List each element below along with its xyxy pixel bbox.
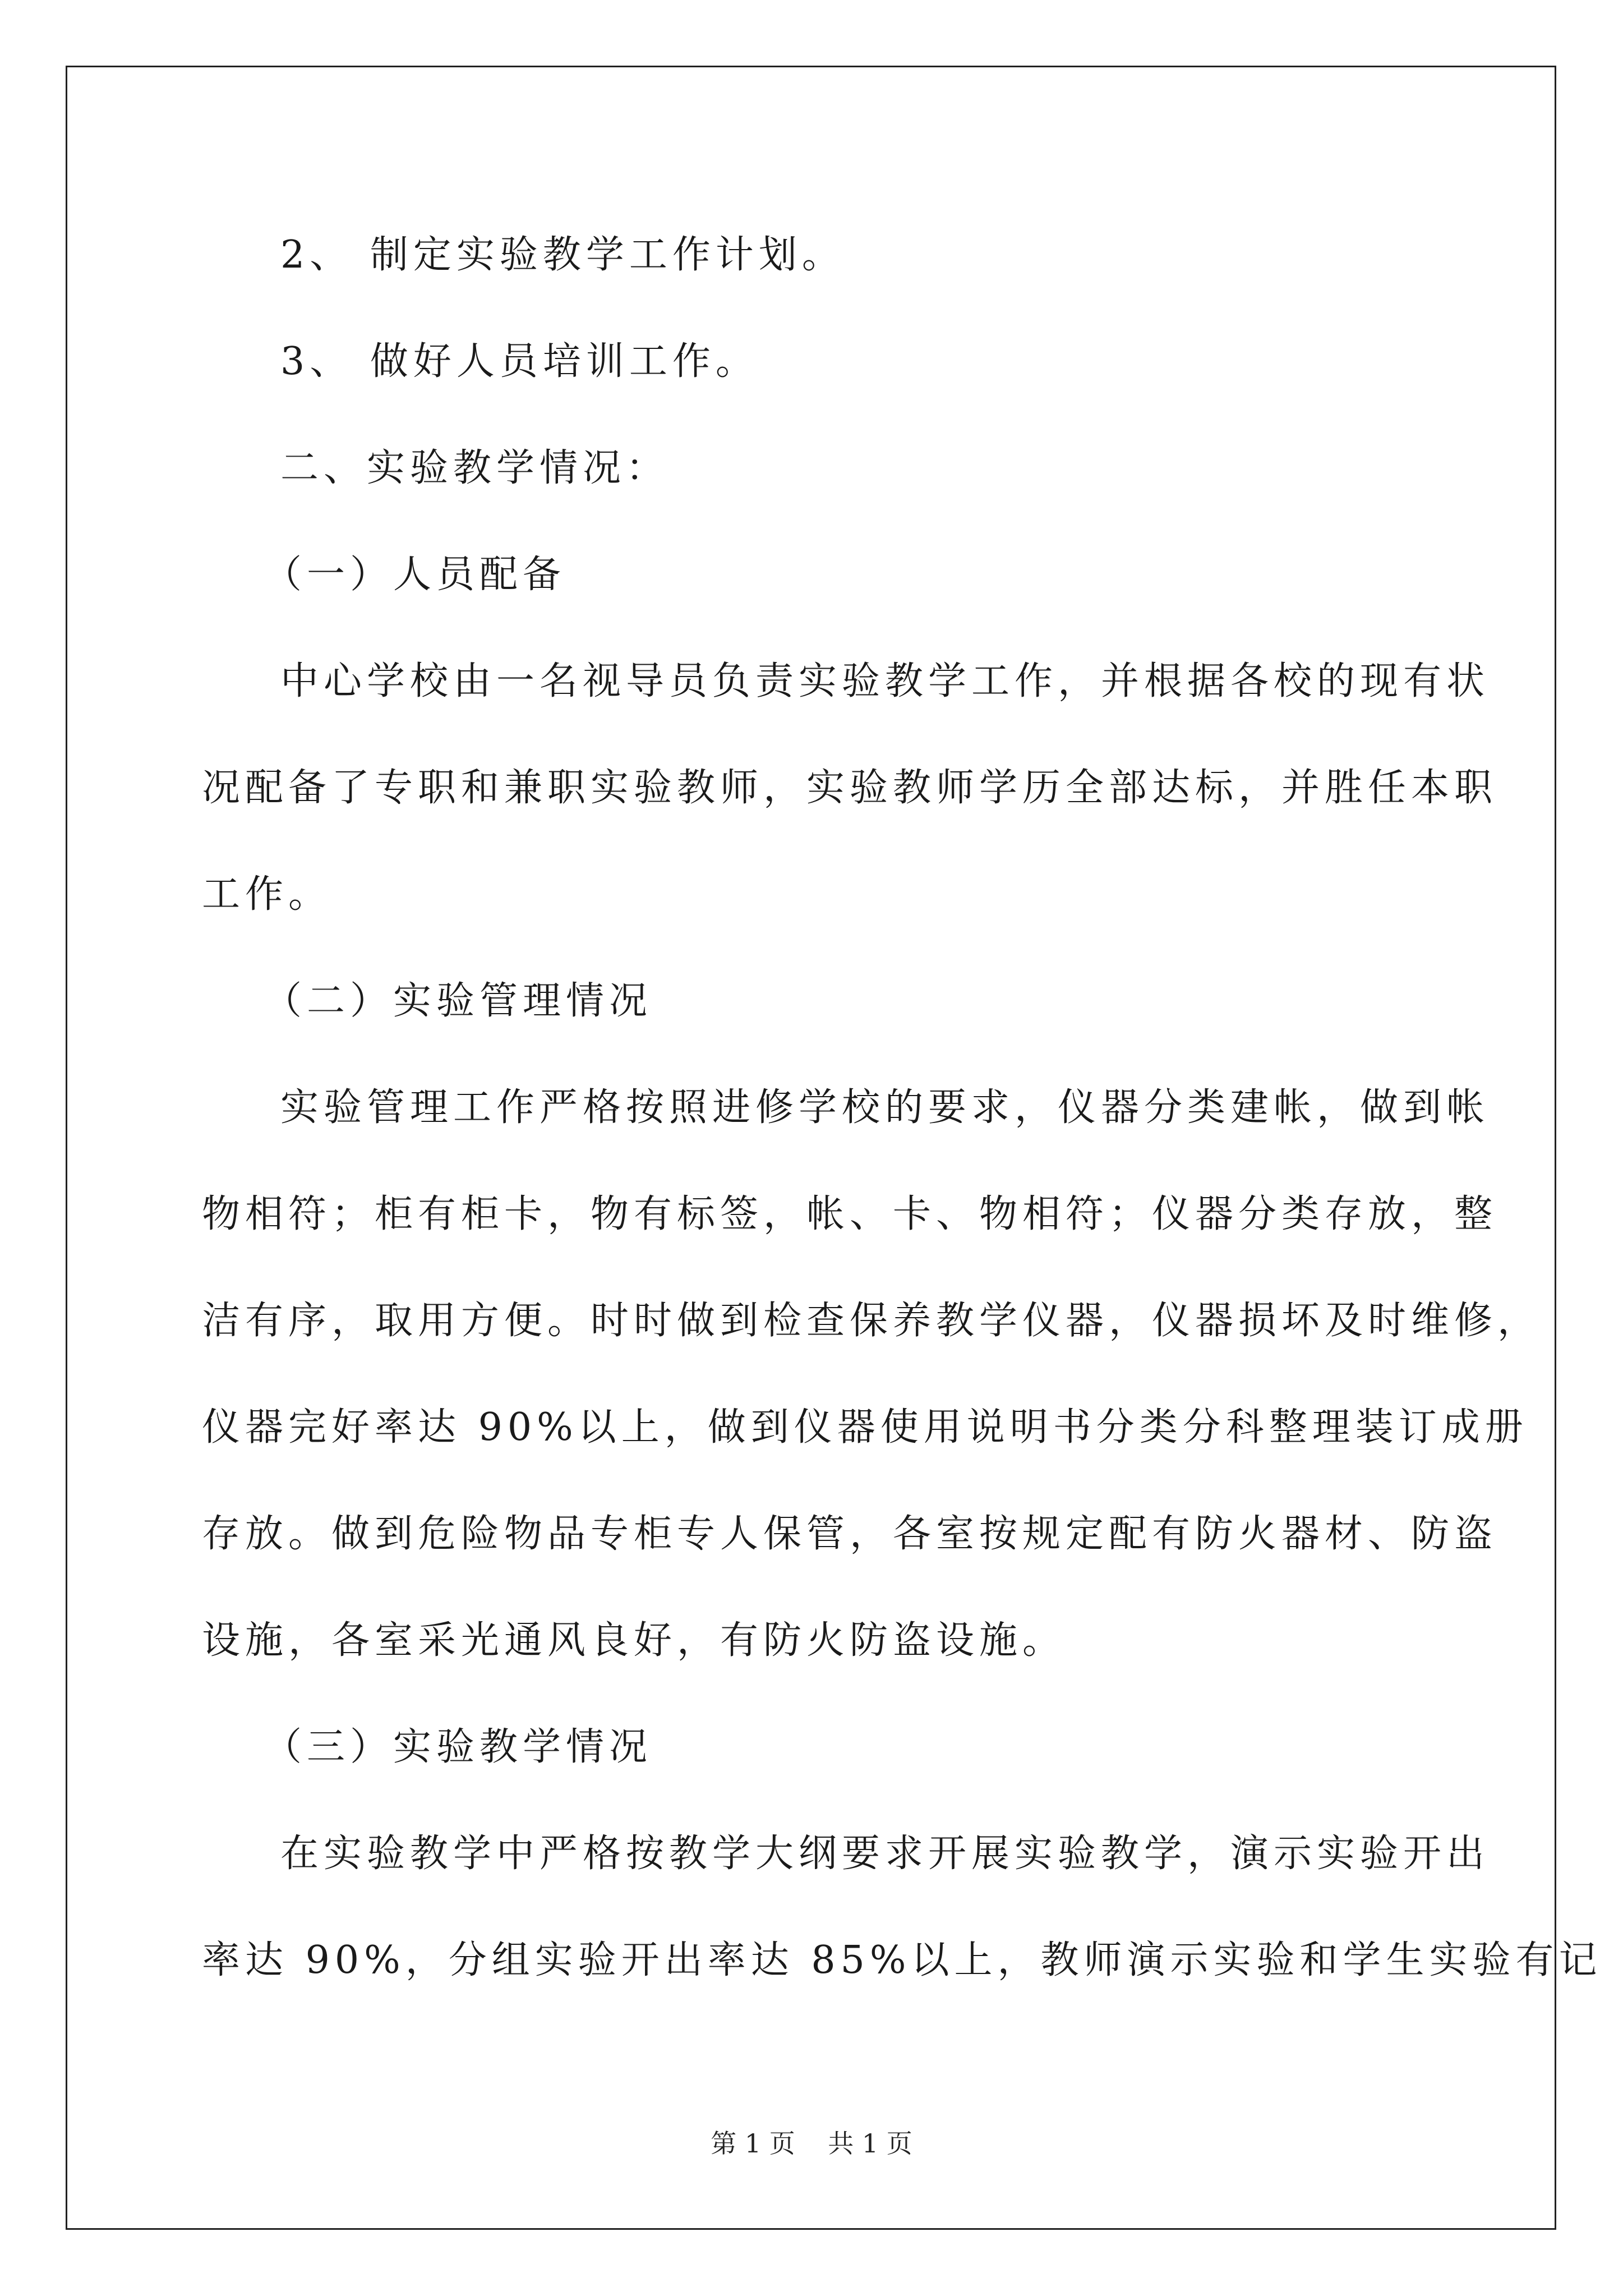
subsection-heading: （二）实验管理情况 [264,979,653,1023]
text-line: 存放。做到危险物品专柜专人保管，各室按规定配有防火器材、防盗 [202,1512,1498,1556]
subsection-heading: （三）实验教学情况 [264,1725,653,1769]
page-footer: 第 1 页 共 1 页 [711,2128,912,2159]
text-line: 2、 制定实验教学工作计划。 [280,233,845,277]
text-line: 中心学校由一名视导员负责实验教学工作，并根据各校的现有状 [280,659,1490,703]
text-line: 率达 90%，分组实验开出率达 85%以上，教师演示实验和学生实验有记 [202,1938,1602,1982]
text-line: 仪器完好率达 90%以上，做到仪器使用说明书分类分科整理装订成册 [202,1405,1528,1450]
text-line: 洁有序，取用方便。时时做到检查保养教学仪器，仪器损坏及时维修， [202,1299,1541,1343]
text-line: 设施，各室采光通风良好，有防火防盗设施。 [202,1618,1066,1663]
text-line: 况配备了专职和兼职实验教师，实验教师学历全部达标，并胜任本职 [202,766,1498,810]
section-heading: 二、实验教学情况： [280,446,670,490]
document-body [202,202,1602,2014]
subsection-heading: （一）人员配备 [264,553,566,597]
text-line: 物相符；柜有柜卡，物有标签，帐、卡、物相符；仪器分类存放，整 [202,1192,1498,1236]
text-line: 实验管理工作严格按照进修学校的要求，仪器分类建帐，做到帐 [280,1085,1490,1130]
text-line: 工作。 [202,872,332,917]
text-line: 在实验教学中严格按教学大纲要求开展实验教学，演示实验开出 [280,1832,1490,1876]
text-line: 3、 做好人员培训工作。 [280,339,759,384]
